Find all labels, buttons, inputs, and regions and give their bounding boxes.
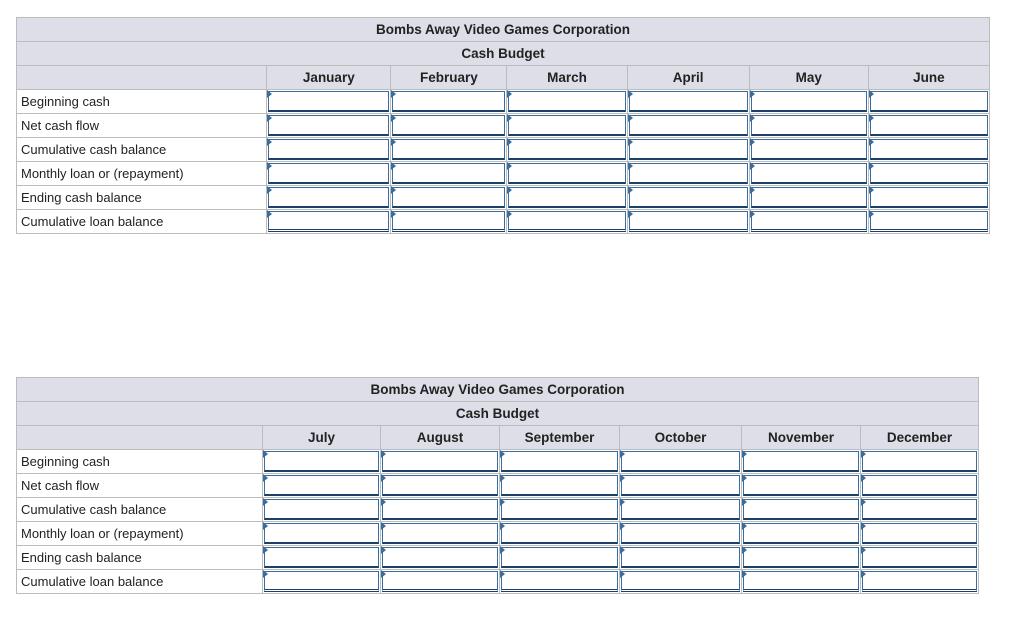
input-marker-icon xyxy=(391,210,396,218)
table-row xyxy=(17,570,979,594)
amount-input[interactable] xyxy=(621,571,740,592)
amount-input[interactable] xyxy=(621,475,740,496)
input-marker-icon xyxy=(750,162,755,170)
amount-input[interactable] xyxy=(743,499,859,520)
amount-input-cell[interactable] xyxy=(861,450,979,474)
amount-input[interactable] xyxy=(621,499,740,520)
row-label: Monthly loan or (repayment) xyxy=(17,522,263,546)
amount-input-cell[interactable] xyxy=(868,162,989,186)
input-marker-icon xyxy=(263,546,268,554)
amount-input[interactable] xyxy=(508,115,625,136)
amount-input[interactable] xyxy=(862,499,977,520)
amount-input-cell[interactable] xyxy=(500,570,620,594)
amount-input-cell[interactable] xyxy=(627,90,749,114)
amount-input-cell[interactable] xyxy=(391,186,507,210)
amount-input-cell[interactable] xyxy=(861,522,979,546)
table-row xyxy=(17,186,990,210)
amount-input-cell[interactable] xyxy=(267,186,391,210)
input-marker-icon xyxy=(861,450,866,458)
amount-input-cell[interactable] xyxy=(507,90,627,114)
input-marker-icon xyxy=(869,138,874,146)
input-marker-icon xyxy=(861,498,866,506)
amount-input-cell[interactable] xyxy=(391,90,507,114)
row-label: Monthly loan or (repayment) xyxy=(17,162,267,186)
input-marker-icon xyxy=(507,186,512,194)
row-label: Cumulative loan balance xyxy=(17,210,267,234)
amount-input[interactable] xyxy=(501,523,618,544)
input-marker-icon xyxy=(742,498,747,506)
input-marker-icon xyxy=(267,114,272,122)
amount-input[interactable] xyxy=(508,163,625,184)
month-header-row xyxy=(17,426,979,450)
amount-input-cell[interactable] xyxy=(749,90,868,114)
amount-input[interactable] xyxy=(751,139,867,160)
amount-input[interactable] xyxy=(382,571,498,592)
row-label: Ending cash balance xyxy=(17,546,263,570)
month-header: August xyxy=(381,426,500,450)
input-marker-icon xyxy=(620,450,625,458)
amount-input-cell[interactable] xyxy=(263,546,381,570)
input-marker-icon xyxy=(628,114,633,122)
amount-input-cell[interactable] xyxy=(742,474,861,498)
amount-input-cell[interactable] xyxy=(861,498,979,522)
input-marker-icon xyxy=(391,114,396,122)
amount-input[interactable] xyxy=(392,187,505,208)
amount-input[interactable] xyxy=(629,187,748,208)
table-title: Bombs Away Video Games Corporation xyxy=(17,18,990,42)
amount-input[interactable] xyxy=(264,571,379,592)
amount-input[interactable] xyxy=(268,211,389,232)
amount-input-cell[interactable] xyxy=(267,138,391,162)
amount-input-cell[interactable] xyxy=(500,450,620,474)
amount-input[interactable] xyxy=(382,499,498,520)
input-marker-icon xyxy=(750,186,755,194)
amount-input-cell[interactable] xyxy=(381,570,500,594)
row-label: Cumulative loan balance xyxy=(17,570,263,594)
table-row xyxy=(17,498,979,522)
amount-input-cell[interactable] xyxy=(391,210,507,234)
amount-input-cell[interactable] xyxy=(263,498,381,522)
amount-input-cell[interactable] xyxy=(627,186,749,210)
amount-input[interactable] xyxy=(392,163,505,184)
amount-input[interactable] xyxy=(743,571,859,592)
amount-input-cell[interactable] xyxy=(749,114,868,138)
month-header: May xyxy=(749,66,868,90)
amount-input-cell[interactable] xyxy=(868,90,989,114)
input-marker-icon xyxy=(628,186,633,194)
amount-input[interactable] xyxy=(508,211,625,232)
input-marker-icon xyxy=(500,522,505,530)
input-marker-icon xyxy=(263,450,268,458)
amount-input[interactable] xyxy=(264,475,379,496)
amount-input-cell[interactable] xyxy=(381,474,500,498)
amount-input-cell[interactable] xyxy=(507,186,627,210)
input-marker-icon xyxy=(391,162,396,170)
amount-input-cell[interactable] xyxy=(381,546,500,570)
amount-input[interactable] xyxy=(743,523,859,544)
input-marker-icon xyxy=(869,162,874,170)
month-header: February xyxy=(391,66,507,90)
amount-input[interactable] xyxy=(862,547,977,568)
row-label: Beginning cash xyxy=(17,450,263,474)
amount-input[interactable] xyxy=(629,211,748,232)
input-marker-icon xyxy=(263,498,268,506)
input-marker-icon xyxy=(628,162,633,170)
table-row xyxy=(17,90,990,114)
amount-input[interactable] xyxy=(870,139,988,160)
input-marker-icon xyxy=(500,474,505,482)
amount-input-cell[interactable] xyxy=(263,450,381,474)
amount-input-cell[interactable] xyxy=(742,450,861,474)
row-label: Cumulative cash balance xyxy=(17,498,263,522)
amount-input[interactable] xyxy=(751,211,867,232)
amount-input[interactable] xyxy=(870,163,988,184)
input-marker-icon xyxy=(620,570,625,578)
amount-input[interactable] xyxy=(268,91,389,112)
table-body xyxy=(17,450,979,594)
amount-input[interactable] xyxy=(870,91,988,112)
month-header: January xyxy=(267,66,391,90)
amount-input[interactable] xyxy=(392,211,505,232)
row-label: Net cash flow xyxy=(17,114,267,138)
input-marker-icon xyxy=(861,570,866,578)
cash-budget-table-second-half xyxy=(16,377,979,594)
month-header: June xyxy=(868,66,989,90)
amount-input[interactable] xyxy=(621,547,740,568)
input-marker-icon xyxy=(381,474,386,482)
input-marker-icon xyxy=(742,522,747,530)
amount-input-cell[interactable] xyxy=(381,498,500,522)
input-marker-icon xyxy=(507,90,512,98)
month-header: September xyxy=(500,426,620,450)
amount-input[interactable] xyxy=(392,139,505,160)
amount-input-cell[interactable] xyxy=(500,522,620,546)
input-marker-icon xyxy=(869,210,874,218)
input-marker-icon xyxy=(507,210,512,218)
amount-input[interactable] xyxy=(268,139,389,160)
input-marker-icon xyxy=(267,186,272,194)
cash-budget-table-first-half xyxy=(16,17,990,234)
table-row xyxy=(17,522,979,546)
table-row xyxy=(17,138,990,162)
amount-input-cell[interactable] xyxy=(868,210,989,234)
amount-input-cell[interactable] xyxy=(742,498,861,522)
amount-input-cell[interactable] xyxy=(749,210,868,234)
amount-input-cell[interactable] xyxy=(742,522,861,546)
amount-input-cell[interactable] xyxy=(507,138,627,162)
input-marker-icon xyxy=(750,138,755,146)
amount-input[interactable] xyxy=(629,163,748,184)
input-marker-icon xyxy=(869,114,874,122)
amount-input[interactable] xyxy=(629,139,748,160)
amount-input-cell[interactable] xyxy=(868,186,989,210)
input-marker-icon xyxy=(620,474,625,482)
input-marker-icon xyxy=(381,498,386,506)
amount-input[interactable] xyxy=(508,139,625,160)
input-marker-icon xyxy=(628,210,633,218)
input-marker-icon xyxy=(381,570,386,578)
amount-input-cell[interactable] xyxy=(627,114,749,138)
amount-input[interactable] xyxy=(751,187,867,208)
month-header: July xyxy=(263,426,381,450)
table-row xyxy=(17,162,990,186)
amount-input[interactable] xyxy=(501,499,618,520)
amount-input-cell[interactable] xyxy=(620,522,742,546)
table-title: Bombs Away Video Games Corporation xyxy=(17,378,979,402)
input-marker-icon xyxy=(628,138,633,146)
amount-input[interactable] xyxy=(621,451,740,472)
amount-input-cell[interactable] xyxy=(507,162,627,186)
amount-input[interactable] xyxy=(392,91,505,112)
month-header: December xyxy=(861,426,979,450)
input-marker-icon xyxy=(391,90,396,98)
amount-input[interactable] xyxy=(382,547,498,568)
input-marker-icon xyxy=(507,114,512,122)
amount-input-cell[interactable] xyxy=(500,474,620,498)
amount-input-cell[interactable] xyxy=(749,138,868,162)
amount-input-cell[interactable] xyxy=(381,522,500,546)
amount-input[interactable] xyxy=(501,571,618,592)
month-header: March xyxy=(507,66,627,90)
input-marker-icon xyxy=(267,162,272,170)
amount-input-cell[interactable] xyxy=(620,474,742,498)
row-label: Cumulative cash balance xyxy=(17,138,267,162)
amount-input[interactable] xyxy=(268,115,389,136)
input-marker-icon xyxy=(381,450,386,458)
amount-input[interactable] xyxy=(743,475,859,496)
amount-input[interactable] xyxy=(501,475,618,496)
month-header: April xyxy=(627,66,749,90)
input-marker-icon xyxy=(500,498,505,506)
amount-input[interactable] xyxy=(264,523,379,544)
header-blank-cell xyxy=(17,426,263,450)
amount-input-cell[interactable] xyxy=(267,210,391,234)
month-header: November xyxy=(742,426,861,450)
table-row xyxy=(17,474,979,498)
table-row xyxy=(17,450,979,474)
input-marker-icon xyxy=(861,474,866,482)
amount-input[interactable] xyxy=(751,115,867,136)
amount-input[interactable] xyxy=(268,187,389,208)
row-label: Net cash flow xyxy=(17,474,263,498)
row-label: Beginning cash xyxy=(17,90,267,114)
input-marker-icon xyxy=(750,114,755,122)
amount-input-cell[interactable] xyxy=(627,138,749,162)
amount-input-cell[interactable] xyxy=(391,138,507,162)
amount-input-cell[interactable] xyxy=(267,114,391,138)
input-marker-icon xyxy=(507,162,512,170)
input-marker-icon xyxy=(507,138,512,146)
amount-input-cell[interactable] xyxy=(263,522,381,546)
amount-input[interactable] xyxy=(501,451,618,472)
amount-input[interactable] xyxy=(743,451,859,472)
amount-input-cell[interactable] xyxy=(263,570,381,594)
amount-input[interactable] xyxy=(382,475,498,496)
amount-input-cell[interactable] xyxy=(627,210,749,234)
amount-input-cell[interactable] xyxy=(868,114,989,138)
amount-input-cell[interactable] xyxy=(742,570,861,594)
amount-input-cell[interactable] xyxy=(749,162,868,186)
input-marker-icon xyxy=(742,546,747,554)
amount-input[interactable] xyxy=(862,523,977,544)
input-marker-icon xyxy=(620,522,625,530)
input-marker-icon xyxy=(381,522,386,530)
table-subtitle: Cash Budget xyxy=(17,42,990,66)
amount-input-cell[interactable] xyxy=(620,498,742,522)
amount-input-cell[interactable] xyxy=(861,570,979,594)
input-marker-icon xyxy=(381,546,386,554)
amount-input-cell[interactable] xyxy=(749,186,868,210)
input-marker-icon xyxy=(500,570,505,578)
table-row xyxy=(17,546,979,570)
amount-input[interactable] xyxy=(870,211,988,232)
input-marker-icon xyxy=(742,450,747,458)
table-row xyxy=(17,114,990,138)
amount-input-cell[interactable] xyxy=(267,90,391,114)
amount-input[interactable] xyxy=(743,547,859,568)
amount-input-cell[interactable] xyxy=(500,498,620,522)
amount-input-cell[interactable] xyxy=(391,114,507,138)
amount-input[interactable] xyxy=(621,523,740,544)
input-marker-icon xyxy=(861,546,866,554)
amount-input[interactable] xyxy=(629,91,748,112)
input-marker-icon xyxy=(742,570,747,578)
input-marker-icon xyxy=(869,90,874,98)
amount-input-cell[interactable] xyxy=(381,450,500,474)
amount-input[interactable] xyxy=(751,163,867,184)
table-body xyxy=(17,90,990,234)
input-marker-icon xyxy=(750,90,755,98)
input-marker-icon xyxy=(263,474,268,482)
amount-input-cell[interactable] xyxy=(627,162,749,186)
amount-input-cell[interactable] xyxy=(507,210,627,234)
month-header: October xyxy=(620,426,742,450)
amount-input[interactable] xyxy=(264,451,379,472)
month-header-row xyxy=(17,66,990,90)
header-blank-cell xyxy=(17,66,267,90)
input-marker-icon xyxy=(869,186,874,194)
amount-input-cell[interactable] xyxy=(620,546,742,570)
amount-input-cell[interactable] xyxy=(742,546,861,570)
amount-input-cell[interactable] xyxy=(391,162,507,186)
amount-input[interactable] xyxy=(862,451,977,472)
amount-input[interactable] xyxy=(508,91,625,112)
input-marker-icon xyxy=(263,522,268,530)
amount-input[interactable] xyxy=(862,475,977,496)
input-marker-icon xyxy=(861,522,866,530)
amount-input-cell[interactable] xyxy=(861,546,979,570)
amount-input-cell[interactable] xyxy=(868,138,989,162)
input-marker-icon xyxy=(500,546,505,554)
row-label: Ending cash balance xyxy=(17,186,267,210)
input-marker-icon xyxy=(628,90,633,98)
input-marker-icon xyxy=(267,138,272,146)
amount-input[interactable] xyxy=(264,547,379,568)
input-marker-icon xyxy=(742,474,747,482)
amount-input[interactable] xyxy=(392,115,505,136)
amount-input-cell[interactable] xyxy=(263,474,381,498)
input-marker-icon xyxy=(500,450,505,458)
amount-input[interactable] xyxy=(268,163,389,184)
amount-input[interactable] xyxy=(751,91,867,112)
input-marker-icon xyxy=(620,498,625,506)
amount-input[interactable] xyxy=(264,499,379,520)
input-marker-icon xyxy=(391,138,396,146)
amount-input[interactable] xyxy=(501,547,618,568)
input-marker-icon xyxy=(263,570,268,578)
table-subtitle: Cash Budget xyxy=(17,402,979,426)
amount-input-cell[interactable] xyxy=(620,450,742,474)
amount-input[interactable] xyxy=(870,115,988,136)
amount-input-cell[interactable] xyxy=(500,546,620,570)
amount-input-cell[interactable] xyxy=(620,570,742,594)
amount-input[interactable] xyxy=(508,187,625,208)
table-row xyxy=(17,210,990,234)
amount-input[interactable] xyxy=(382,523,498,544)
amount-input-cell[interactable] xyxy=(861,474,979,498)
input-marker-icon xyxy=(620,546,625,554)
input-marker-icon xyxy=(267,90,272,98)
input-marker-icon xyxy=(391,186,396,194)
input-marker-icon xyxy=(750,210,755,218)
amount-input[interactable] xyxy=(382,451,498,472)
amount-input[interactable] xyxy=(862,571,977,592)
input-marker-icon xyxy=(267,210,272,218)
amount-input[interactable] xyxy=(629,115,748,136)
amount-input-cell[interactable] xyxy=(267,162,391,186)
amount-input-cell[interactable] xyxy=(507,114,627,138)
amount-input[interactable] xyxy=(870,187,988,208)
